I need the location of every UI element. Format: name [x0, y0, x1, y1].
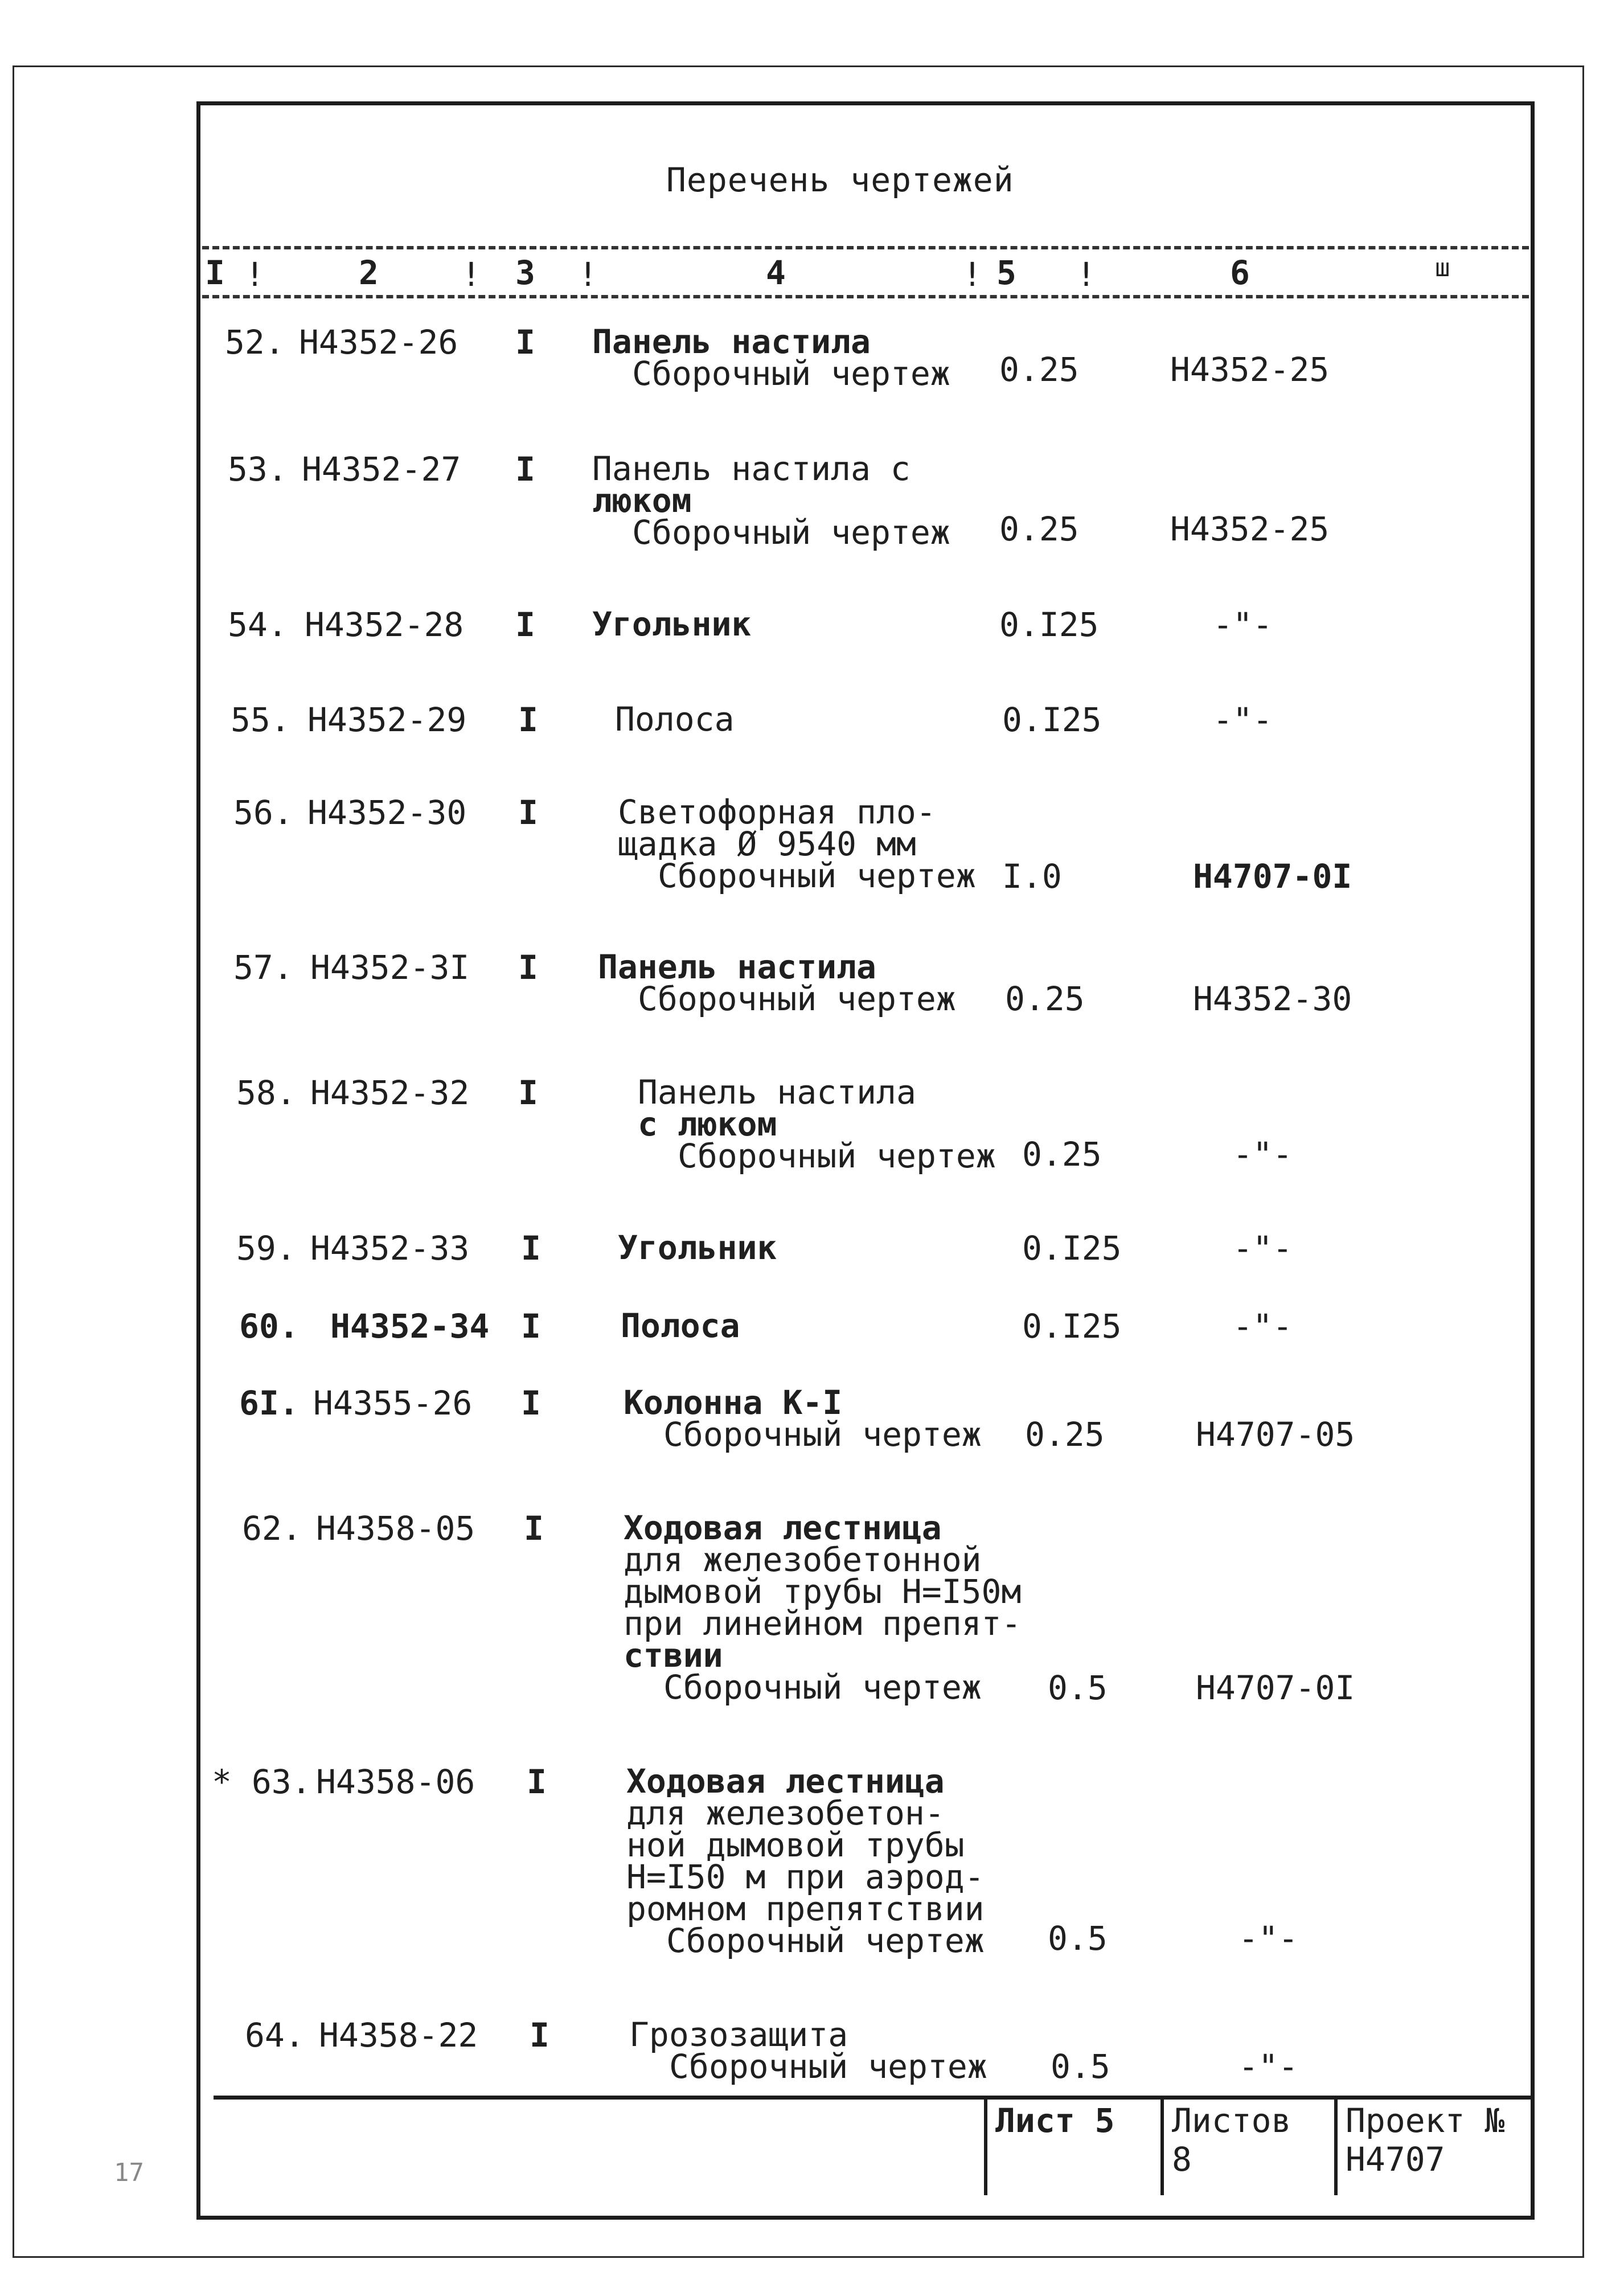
- weight: 0.5: [1048, 1668, 1108, 1707]
- col-sep: !: [461, 255, 481, 294]
- description-line: Сборочный чертеж: [666, 1921, 985, 1960]
- drawing-code: H4352-32: [310, 1073, 470, 1112]
- row-number: 53.: [228, 450, 288, 489]
- quantity: I: [518, 793, 538, 832]
- col-3-header: 3: [515, 253, 535, 292]
- description: [638, 1073, 996, 1175]
- weight: 0.25: [1005, 979, 1085, 1018]
- description-line: Ходовая лестница: [626, 1762, 945, 1801]
- description-line: щадка Ø 9540 мм: [618, 825, 916, 863]
- drawing-code: H4352-26: [299, 323, 458, 362]
- drawing-code: H4352-28: [305, 605, 464, 644]
- project-label: Проект №: [1346, 2101, 1505, 2140]
- weight: 0.I25: [1022, 1229, 1122, 1268]
- quantity: I: [518, 948, 538, 987]
- drawing-code: H4358-22: [319, 2016, 478, 2055]
- weight: 0.I25: [1022, 1307, 1122, 1346]
- quantity: I: [515, 450, 535, 489]
- description-line: Сборочный чертеж: [632, 354, 950, 393]
- project-number: H4707: [1346, 2140, 1445, 2179]
- reference: H4352-30: [1193, 979, 1352, 1018]
- row-number: 64.: [245, 2016, 305, 2055]
- description: [592, 322, 950, 393]
- description: [592, 605, 752, 643]
- drawing-code: H4358-05: [316, 1509, 475, 1548]
- reference: -"-: [1233, 1307, 1293, 1346]
- weight: 0.25: [1022, 1135, 1102, 1174]
- drawing-code: H4352-34: [330, 1307, 490, 1346]
- description: [621, 1306, 740, 1345]
- reference: -"-: [1213, 700, 1273, 739]
- description-line: Сборочный чертеж: [632, 513, 950, 552]
- description-line: с люком: [638, 1105, 777, 1143]
- drawing-code: H4352-3I: [310, 948, 470, 987]
- drawing-code: H4352-33: [310, 1229, 470, 1268]
- description-line: люком: [592, 481, 692, 520]
- col-sep: !: [578, 255, 598, 294]
- quantity: I: [527, 1762, 547, 1801]
- description-line: Грозозащита: [629, 2015, 848, 2054]
- description-line: при линейном препят-: [624, 1604, 1022, 1643]
- weight: 0.25: [999, 510, 1079, 548]
- quantity: I: [521, 1229, 541, 1268]
- header-bottom-rule: [202, 295, 1529, 298]
- drawing-code: H4355-26: [313, 1384, 473, 1422]
- reference: H4352-25: [1170, 510, 1330, 548]
- description-line: Угольник: [592, 605, 752, 643]
- description-line: Сборочный чертеж: [663, 1668, 982, 1707]
- drawing-code: H4352-30: [307, 793, 467, 832]
- weight: 0.5: [1048, 1919, 1108, 1958]
- reference: H4707-0I: [1196, 1668, 1355, 1707]
- quantity: I: [515, 323, 535, 362]
- description-line: Панель настила: [592, 322, 871, 361]
- description: [624, 1383, 982, 1454]
- row-number: 6I.: [239, 1384, 299, 1422]
- description-line: Колонна К-I: [624, 1383, 843, 1422]
- row-number: 55.: [231, 700, 290, 739]
- description-line: дымовой трубы Н=I50м: [624, 1572, 1022, 1611]
- description-line: ной дымовой трубы: [626, 1826, 965, 1864]
- col-2-header: 2: [359, 253, 379, 292]
- row-number: 56.: [233, 793, 293, 832]
- description-line: Полоса: [621, 1306, 740, 1345]
- row-number: 59.: [236, 1229, 296, 1268]
- description-line: Н=I50 м при аэрод-: [626, 1858, 985, 1896]
- description: [618, 793, 976, 895]
- col-1-header: I: [205, 253, 225, 292]
- description-line: Светофорная пло-: [618, 793, 936, 831]
- col-6-header: 6: [1230, 253, 1250, 292]
- margin-note: 17: [114, 2158, 144, 2187]
- row-number: 58.: [236, 1073, 296, 1112]
- col-5-header: 5: [996, 253, 1016, 292]
- reference: H4707-05: [1196, 1415, 1355, 1454]
- row-number: 52.: [225, 323, 285, 362]
- col-sep: !: [1076, 255, 1096, 294]
- row-number: 60.: [239, 1307, 299, 1346]
- weight: 0.25: [1025, 1415, 1105, 1454]
- sheet-label: Лист 5: [995, 2101, 1115, 2140]
- description-line: Сборочный чертеж: [678, 1137, 996, 1175]
- description-line: Панель настила: [638, 1073, 916, 1112]
- description-line: Сборочный чертеж: [658, 856, 976, 895]
- description: [629, 2015, 987, 2086]
- quantity: I: [521, 1384, 541, 1422]
- description-line: Сборочный чертеж: [663, 1415, 982, 1454]
- description-line: Панель настила: [598, 948, 876, 986]
- drawing-code: H4352-29: [307, 700, 467, 739]
- row-number: * 63.: [212, 1762, 311, 1801]
- weight: I.0: [1002, 857, 1062, 896]
- reference: -"-: [1238, 2047, 1298, 2086]
- description: [598, 948, 956, 1018]
- description-line: Угольник: [618, 1228, 777, 1267]
- reference: H4707-0I: [1193, 857, 1352, 896]
- description: [626, 1762, 985, 1960]
- weight: 0.I25: [999, 605, 1099, 644]
- sheets-total-label: Листов 8: [1172, 2101, 1291, 2179]
- reference: -"-: [1238, 1919, 1298, 1958]
- description-line: Полоса: [615, 700, 735, 739]
- reference: -"-: [1213, 605, 1273, 644]
- weight: 0.25: [999, 350, 1079, 389]
- description: [624, 1508, 1022, 1707]
- col-4-header: 4: [766, 253, 786, 292]
- quantity: I: [521, 1307, 541, 1346]
- description-line: Панель настила с: [592, 449, 911, 488]
- quantity: I: [515, 605, 535, 644]
- description: [618, 1228, 777, 1267]
- description-line: Сборочный чертеж: [638, 979, 956, 1018]
- reference: -"-: [1233, 1229, 1293, 1268]
- description-line: Ходовая лестница: [624, 1508, 942, 1547]
- weight: 0.5: [1051, 2047, 1110, 2086]
- page-title: Перечень чертежей: [666, 161, 1014, 199]
- reference: H4352-25: [1170, 350, 1330, 389]
- description-line: Сборочный чертеж: [669, 2047, 987, 2086]
- description: [592, 449, 950, 552]
- row-number: 57.: [233, 948, 293, 987]
- quantity: I: [524, 1509, 544, 1548]
- drawing-code: H4352-27: [302, 450, 461, 489]
- sheets-total-cell: [1160, 2096, 1334, 2195]
- header-top-rule: [202, 246, 1529, 249]
- col-7-header: ш: [1435, 253, 1450, 282]
- description-line: ствии: [624, 1636, 723, 1675]
- description: [615, 700, 735, 739]
- col-sep: !: [245, 255, 265, 294]
- row-number: 62.: [242, 1509, 302, 1548]
- sheet-cell: [984, 2096, 1160, 2195]
- reference: -"-: [1233, 1135, 1293, 1174]
- weight: 0.I25: [1002, 700, 1102, 739]
- quantity: I: [518, 700, 538, 739]
- description-line: для железобетонной: [624, 1540, 982, 1579]
- quantity: I: [518, 1073, 538, 1112]
- col-sep: !: [962, 255, 982, 294]
- project-cell: [1334, 2096, 1531, 2195]
- row-number: 54.: [228, 605, 288, 644]
- description-line: для железобетон-: [626, 1794, 945, 1832]
- description-line: ромном препятствии: [626, 1889, 985, 1928]
- quantity: I: [530, 2016, 549, 2055]
- drawing-code: H4358-06: [316, 1762, 475, 1801]
